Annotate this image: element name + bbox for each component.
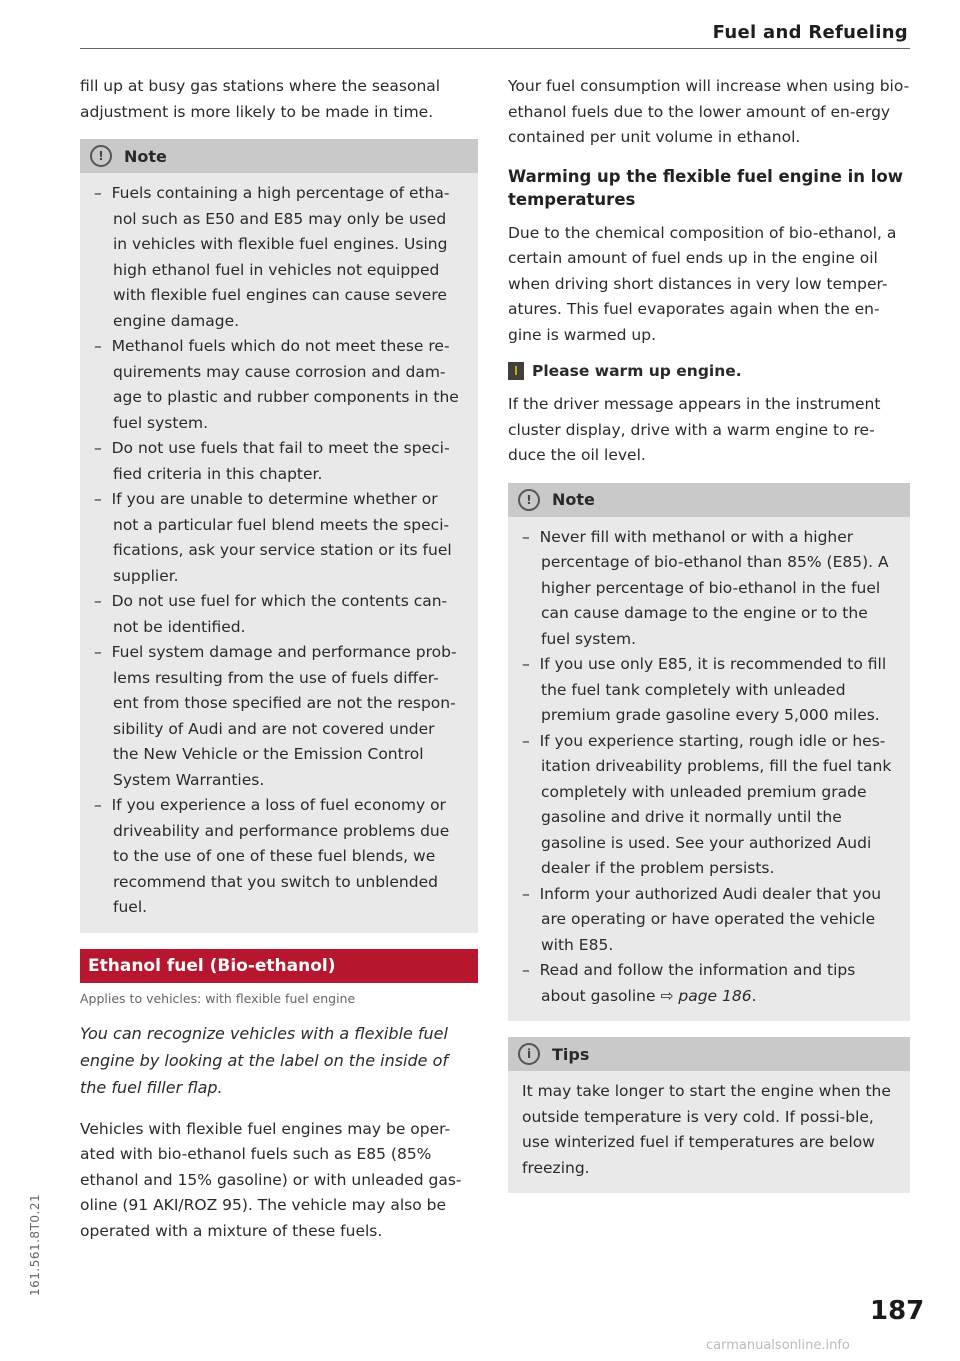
- driver-message: [508, 362, 910, 380]
- note-header: [80, 139, 478, 173]
- note-list: [94, 181, 464, 921]
- right-column: [508, 74, 910, 1209]
- continuation-paragraph: fill up at busy gas stations where the seasonal adjustment is more likely to be made in time.: [80, 77, 441, 121]
- note-box-1: [80, 139, 478, 933]
- note-list: [522, 525, 896, 1010]
- exclamation-circle-icon: !: [518, 489, 540, 511]
- note-item-text: Read and follow the information and tips about gasoline: [539, 961, 856, 1005]
- consumption-paragraph: Your fuel consumption will increase when using bio-ethanol fuels due to the lower amount of en-ergy contained per unit volume in ethanol.: [508, 77, 910, 146]
- tips-text: It may take longer to start the engine when the outside temperature is very cold. If possi-ble, use winterized fuel if temperatures are below freezing.: [522, 1082, 891, 1177]
- driver-message-text: Please warm up engine.: [532, 362, 742, 380]
- driver-message-paragraph: If the driver message appears in the instrument cluster display, drive with a warm engine to re-duce the oil level.: [508, 395, 881, 464]
- tips-header: [508, 1037, 910, 1071]
- warmup-subheading: Warming up the flexible fuel engine in low temperatures: [508, 166, 904, 209]
- section-title: Ethanol fuel (Bio-ethanol): [80, 949, 478, 983]
- note-item: – If you are unable to determine whether or not a particular fuel blend meets the speci-fications, ask your service station or its fuel supplier.: [94, 487, 464, 589]
- note-heading: Note: [124, 146, 167, 166]
- document-code: 161.561.8T0.21: [28, 1193, 42, 1296]
- note-item: – If you use only E85, it is recommended to fill the fuel tank completely with unleaded premium grade gasoline every 5,000 miles.: [522, 652, 896, 729]
- note-item: – Inform your authorized Audi dealer that you are operating or have operated the vehicle with E85.: [522, 882, 896, 959]
- section-intro: You can recognize vehicles with a flexible fuel engine by looking at the label on the inside of the fuel filler flap.: [80, 1023, 449, 1097]
- watermark: carmanualsonline.info: [706, 1338, 850, 1353]
- note-header: [508, 483, 910, 517]
- note-item: – If you experience starting, rough idle or hes-itation driveability problems, fill the fuel tank completely with unleaded premium grade gasoline and drive it normally until the gasoline is used. See your authorized Audi dealer if the problem persists.: [522, 729, 896, 882]
- note-box-2: [508, 483, 910, 1022]
- page-reference-link[interactable]: ⇨ page 186: [660, 986, 752, 1005]
- note-item: – Do not use fuel for which the contents can-not be identified.: [94, 589, 464, 640]
- applies-to-text: Applies to vehicles: with flexible fuel engine: [80, 990, 356, 1006]
- note-item: – Fuel system damage and performance prob-lems resulting from the use of fuels differ-ent from those specified are not the respon-sibility of Audi and are not covered under the New Vehicle or the Emission Control System Warranties.: [94, 640, 464, 793]
- page-number: 187: [870, 1296, 925, 1326]
- tips-box: [508, 1037, 910, 1193]
- left-column: [80, 74, 478, 1258]
- section-body: Vehicles with flexible fuel engines may be oper-ated with bio-ethanol fuels such as E85 (85% ethanol and 15% gasoline) or with unleaded gas-oline (91 AKI/ROZ 95). The vehicle may also be operated with a mixture of these fuels.: [80, 1119, 462, 1240]
- info-circle-icon: i: [518, 1043, 540, 1065]
- note-heading: Note: [552, 490, 595, 509]
- running-header: Fuel and Refueling: [712, 22, 908, 43]
- exclamation-circle-icon: !: [90, 145, 112, 167]
- note-item: – Fuels containing a high percentage of etha-nol such as E50 and E85 may only be used in vehicles with flexible fuel engines. Using high ethanol fuel in vehicles not equipped with flexible fuel engines can cause severe engine damage.: [94, 181, 464, 334]
- note-item: – Do not use fuels that fail to meet the speci-fied criteria in this chapter.: [94, 436, 464, 487]
- note-item: – Methanol fuels which do not meet these re-quirements may cause corrosion and dam-age to plastic and rubber components in the fuel system.: [94, 334, 464, 436]
- chemical-paragraph: Due to the chemical composition of bio-ethanol, a certain amount of fuel ends up in the engine oil when driving short distances in very low temper-atures. This fuel evaporates again when the en-gine is warmed up.: [508, 223, 897, 344]
- note-item: [522, 958, 896, 1009]
- header-rule: [80, 48, 910, 49]
- note-item: – If you experience a loss of fuel economy or driveability and performance problems due to the use of one of these fuel blends, we recommend that you switch to unblended fuel.: [94, 793, 464, 921]
- note-item: – Never fill with methanol or with a higher percentage of bio-ethanol than 85% (E85). A higher percentage of bio-ethanol in the fuel can cause damage to the engine or to the fuel system.: [522, 525, 896, 653]
- oil-level-warning-icon: [508, 362, 524, 380]
- tips-heading: Tips: [552, 1044, 590, 1064]
- note-item-suffix: .: [751, 986, 757, 1005]
